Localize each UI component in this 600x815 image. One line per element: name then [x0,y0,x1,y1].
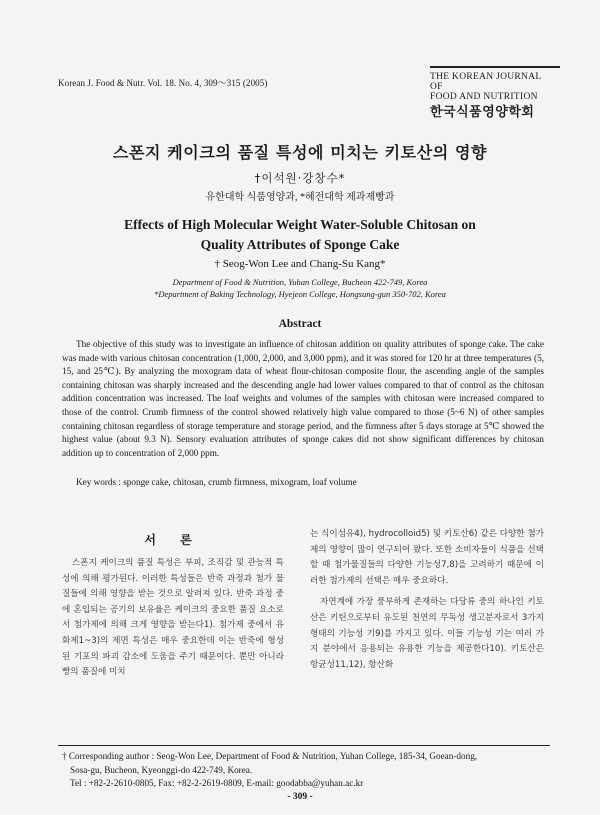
intro-right-column [310,527,544,673]
journal-name-ko: 한국식품영양학회 [430,105,535,120]
paper-title-en-line2: Quality Attributes of Sponge Cake [200,237,400,252]
footnote-line-2: Sosa-gu, Bucheon, Kyeonggi-do 422-749, Korea. [70,764,253,775]
intro-right-paragraph-2: 자연계에 가장 풍부하게 존재하는 다당류 중의 하나인 키토산은 키틴으로부터 유도된 천연의 무독성 생고분자로서 3가지 형태의 기능성 기9)를 가지고 있다. 이들 기능성 기는 여러 가지 분야에서 응용되는 유용한 기능을 제공한다10). 키토산은 항균성11,12), 항산화 [310,597,544,670]
authors-en: † Seog-Won Lee and Chang-Su Kang* [214,258,386,270]
affiliation-ko: 유한대학 식품영양과, *혜전대학 제과제빵과 [205,192,395,203]
page-number: - 309 - [287,792,313,802]
intro-left-column: 스폰지 케이크의 품질 특성은 부피, 조직감 및 관능적 특성에 의해 평가된다. 이러한 특성들은 반죽 과정과 첨가 물질들에 의해 영향을 받는 것으로 알려져 있다. 반죽 과정 중에 혼입되는 공기의 보유율은 케이크의 중요한 품질 요소로서 첨가제에 의해 크게 영향을 받는다1). 첨가제 중에서 유화제1~3)의 제면 특성은 매우 중요한데 이는 반죽에 형성된 기포의 파괴 감소에 도움을 주기 때문이다. 뿐만 아니라 빵의 품질에 미치 [62,558,284,678]
paper-title-ko: 스폰지 케이크의 품질 특성에 미치는 키토산의 영향 [112,143,488,162]
footnote-rule [58,745,550,746]
corresponding-author-footnote [62,750,548,791]
section-heading-introduction: 서 론 [144,533,202,547]
footnote-line-1: † Corresponding author : Seog-Won Lee, Department of Food & Nutrition, Yuhan College, 185-34, Goean-dong, [62,751,478,761]
footnote-line-3: Tel : +82-2-2610-0805, Fax: +82-2-2619-0809, E-mail: goodabba@yuhan.ac.kr [70,778,364,788]
paper-title-en [0,215,600,255]
authors-ko: †이석원·강창수* [254,171,346,185]
journal-name-block [430,72,552,122]
keywords: Key words : sponge cake, chitosan, crumb firmness, mixogram, loaf volume [76,477,357,487]
abstract-body: The objective of this study was to investigate an influence of chitosan addition on quality attributes of sponge cake. The cake was made with various chitosan concentration (1,000, 2,000, and 3,000 ppm), and it was stored for 120 hr at three temperatures (5, 15, and 25℃). By analyzing the moxogram data of wheat flour-chitosan composite flour, the ascending angle of the samples containing chitosan was sharply increased and the descending angle had lower values compared to that of control as the chitosan addition concentration was increased. The loaf weights and volumes of the samples with chitosan were increased compared to those of the control. Crumb firmness of the control showed relatively high value compared to those (5~6 N) of other samples containing chitosan regardless of storage temperature and storage period, and the firmness after 5 days storage at 5℃ showed the highest value (about 9.3 N). Sensory evaluation attributes of sponge cakes did not show significant differences by chitosan addition up to concentration of 2,000 ppm. [62,339,544,458]
abstract-heading: Abstract [278,318,322,330]
intro-right-paragraph-1: 는 식이섬유4), hydrocolloid5) 및 키토산6) 같은 다양한 첨가제의 영향이 많이 연구되어 왔다. 또한 소비자들이 식품을 선택할 때 첨가물질들의 다양한 기능성7,8)을 고려하기 때문에 이러한 첨가제의 선택은 매우 중요하다. [310,529,544,586]
affiliation-en-1: Department of Food & Nutrition, Yuhan College, Bucheon 422-749, Korea [172,277,428,287]
paper-title-en-line1: Effects of High Molecular Weight Water-Soluble Chitosan on [124,217,476,232]
journal-citation: Korean J. Food & Nutr. Vol. 18. No. 4, 309～315 (2005) [58,78,268,88]
affiliation-en [0,277,600,300]
journal-name-en-line2: FOOD AND NUTRITION [430,92,538,102]
journal-name-en-line1: THE KOREAN JOURNAL OF [430,72,542,92]
affiliation-en-2: *Department of Baking Technology, Hyejeon College, Hongsung-gun 350-702, Korea [154,288,446,299]
journal-header-rule [430,66,560,68]
